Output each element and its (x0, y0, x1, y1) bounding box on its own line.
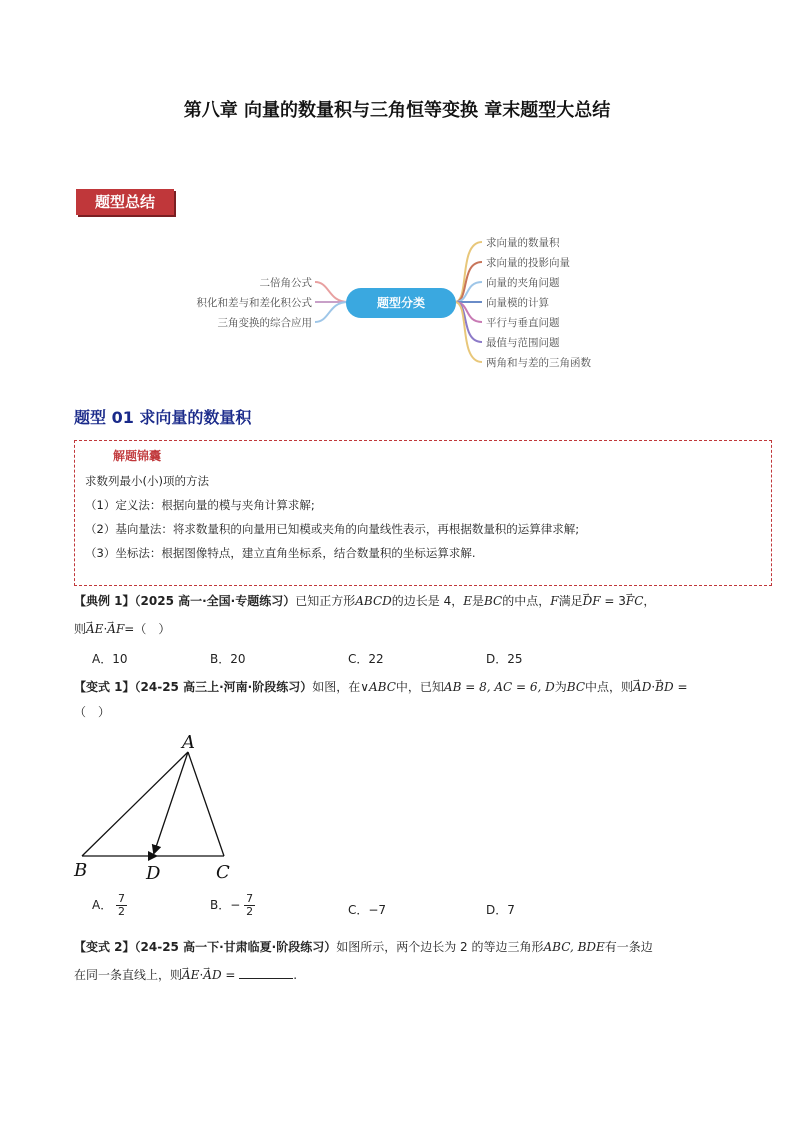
label-c: C (216, 862, 230, 883)
variant-2-tag: 【变式 2】 (74, 940, 135, 954)
variant-2-text: 有一条边 (604, 940, 653, 954)
variant-2-line-1 (74, 937, 774, 957)
example-1-option-d[interactable]: D．25 (486, 652, 523, 666)
variant-1-text: 如图，在∨ (312, 680, 370, 694)
tips-title: 解题锦囊 (113, 449, 162, 463)
mindmap-right-label: 平行与垂直问题 (486, 317, 560, 329)
fraction-numerator: 7 (118, 892, 126, 905)
mindmap-right-label: 两角和与差的三角函数 (486, 357, 591, 369)
option-prefix: B．− (210, 898, 241, 912)
vector-bd: → BD (655, 680, 673, 694)
vector-fc: → FC (626, 594, 644, 608)
variant-1-line-1 (74, 677, 774, 697)
dot-operator: · (199, 968, 204, 982)
vector-ae: → AE (182, 968, 199, 982)
variant-1-text: 中，已知 (395, 680, 444, 694)
example-1-option-b[interactable]: B．20 (210, 652, 246, 666)
mindmap-branch-left-1 (315, 282, 348, 302)
fraction (244, 893, 255, 918)
answer-blank[interactable] (239, 966, 293, 979)
math-bc: BC (484, 594, 503, 608)
example-1-tag: 【典例 1】 (74, 594, 135, 608)
variant-2-text: = (221, 968, 240, 982)
section-badge: 题型总结 (76, 189, 174, 215)
variant-1-text: 为 (554, 680, 567, 694)
vector-ae: → AE (86, 622, 103, 636)
example-1-option-c[interactable]: C．22 (348, 652, 384, 666)
math-triangles: ABC, BDE (543, 940, 605, 954)
variant-1-option-c[interactable]: C．−7 (348, 903, 387, 917)
mindmap-right-label: 向量模的计算 (486, 297, 549, 309)
example-1-option-a[interactable]: A．10 (92, 652, 128, 666)
tips-line: 求数列最小(小)项的方法 (85, 474, 209, 488)
tips-line: （1）定义法：根据向量的模与夹角计算求解; (85, 498, 315, 512)
example-1-text: 的中点， (502, 594, 551, 608)
segment-ac (188, 752, 224, 856)
fraction-denominator: 2 (118, 905, 126, 918)
segment-ab (82, 752, 188, 856)
variant-1-text: = (673, 680, 688, 694)
mindmap-right-label: 向量的夹角问题 (486, 277, 560, 289)
page-title: 第八章 向量的数量积与三角恒等变换 章末题型大总结 (183, 100, 611, 121)
section-heading: 题型 01 求向量的数量积 (74, 408, 252, 427)
variant-2-text: 在同一条直线上，则 (74, 968, 183, 982)
vector-ad: → AD (203, 968, 221, 982)
mindmap (170, 228, 620, 378)
mindmap-center-label: 题型分类 (376, 296, 426, 310)
example-1-source: （2025 高一·全国·专题练习） (134, 594, 296, 608)
variant-1-source: （24-25 高三上·河南·阶段练习） (134, 680, 313, 694)
mindmap-right-label: 最值与范围问题 (486, 337, 560, 349)
fraction (116, 893, 127, 918)
example-1-text: =（ ） (124, 622, 171, 636)
option-prefix: A． (92, 898, 113, 912)
triangle-figure (70, 728, 250, 888)
variant-1-option-d[interactable]: D．7 (486, 903, 515, 917)
math-abcd: ABCD (355, 594, 392, 608)
variant-1-option-b[interactable] (210, 893, 255, 918)
tips-box (74, 440, 772, 586)
mindmap-left-label: 积化和差与和差化积公式 (196, 297, 312, 309)
variant-2-source: （24-25 高一下·甘肃临夏·阶段练习） (134, 940, 337, 954)
mindmap-right-label: 求向量的投影向量 (486, 257, 570, 269)
example-1-text: ， (643, 594, 656, 608)
mindmap-left-label: 二倍角公式 (259, 277, 312, 289)
tips-line: （2）基向量法：将求数量积的向量用已知模或夹角的向量线性表示，再根据数量积的运算律求解; (85, 522, 580, 536)
example-1-text: = 3 (600, 594, 626, 608)
mindmap-left-label: 三角变换的综合应用 (217, 317, 312, 329)
variant-1-text: 中点，则 (585, 680, 634, 694)
example-1-text: 满足 (558, 594, 583, 608)
example-1-text: 是 (471, 594, 484, 608)
label-d: D (146, 863, 161, 884)
tips-line: （3）坐标法：根据图像特点，建立直角坐标系，结合数量积的坐标运算求解. (85, 546, 476, 560)
mindmap-right-label: 求向量的数量积 (486, 237, 560, 249)
variant-1-option-a[interactable] (92, 893, 127, 918)
segment-ad (154, 752, 188, 853)
math-given: AB = 8, AC = 6, D (443, 680, 555, 694)
fraction-numerator: 7 (246, 892, 254, 905)
mindmap-branch-left-3 (315, 302, 348, 322)
vector-df: → DF (583, 594, 601, 608)
variant-2-text: 如图所示，两个边长为 2 的等边三角形 (336, 940, 544, 954)
math-bc: BC (566, 680, 586, 694)
math-e: E (463, 594, 472, 608)
math-abc: ABC (369, 680, 396, 694)
variant-1-tag: 【变式 1】 (74, 680, 135, 694)
fraction-denominator: 2 (246, 905, 254, 918)
vector-ad: → AD (633, 680, 651, 694)
variant-2-line-2 (74, 965, 297, 985)
vector-af: → AF (107, 622, 124, 636)
example-1-line-2 (74, 619, 170, 639)
variant-1-line-2: （ ） (74, 705, 111, 719)
example-1-text: 则 (74, 622, 87, 636)
example-1-line-1 (74, 591, 774, 611)
variant-2-text: . (293, 968, 298, 982)
example-1-text: 的边长是 4， (391, 594, 464, 608)
dot-operator: · (651, 680, 656, 694)
dot-operator: · (103, 622, 108, 636)
example-1-text: 已知正方形 (295, 594, 356, 608)
math-f: F (550, 594, 559, 608)
label-b: B (74, 860, 88, 881)
label-a: A (182, 732, 195, 753)
